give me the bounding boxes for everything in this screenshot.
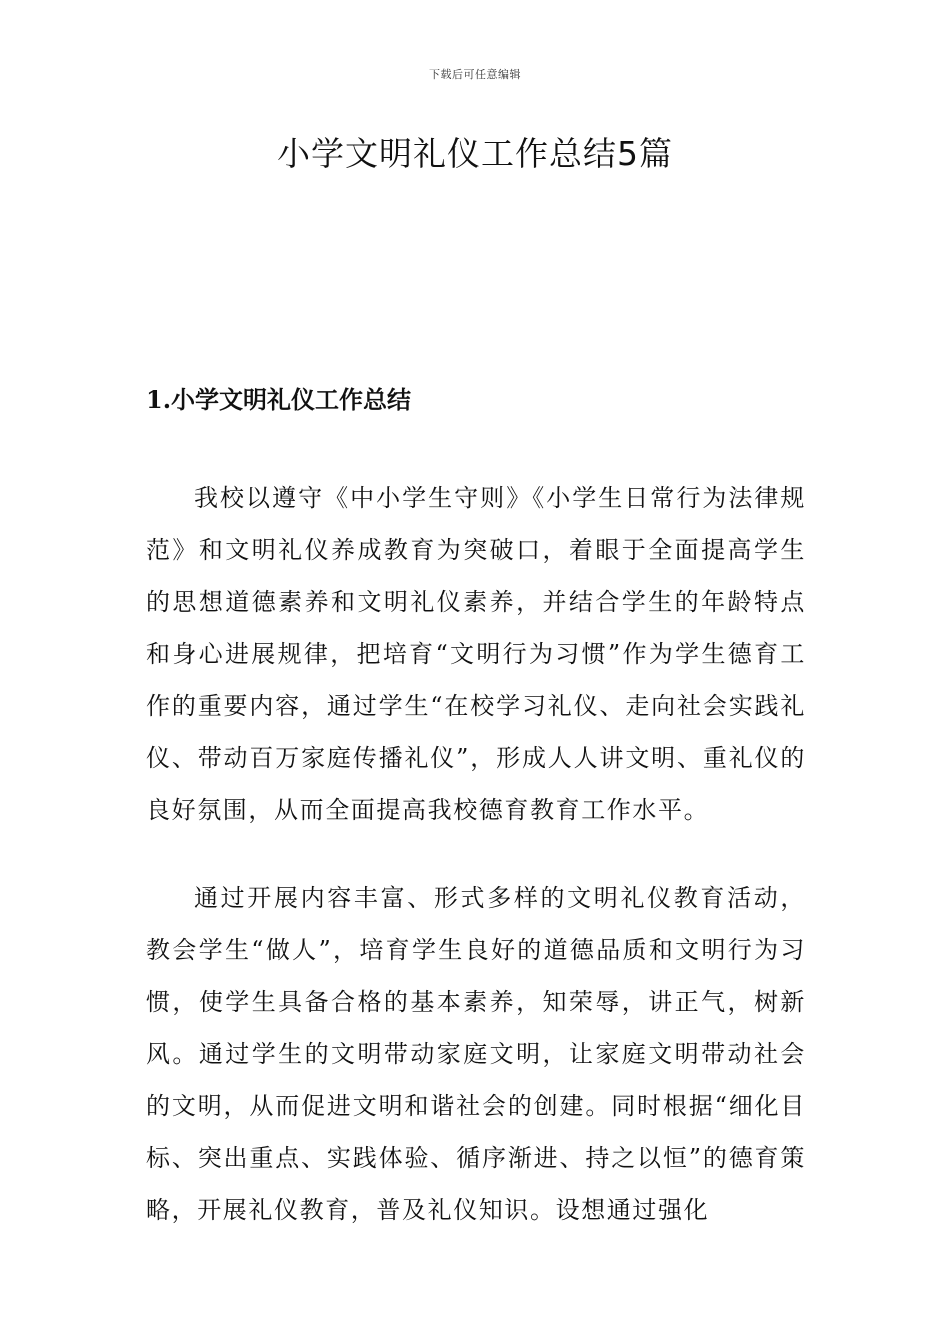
body-paragraph: 通过开展内容丰富、形式多样的文明礼仪教育活动，教会学生“做人”，培育学生良好的道德品质和文明行为习惯，使学生具备合格的基本素养，知荣辱，讲正气，树新风。通过学生的文明带动家庭文明，让家庭文明带动社会的文明，从而促进文明和谐社会的创建。同时根据“细化目标、突出重点、实践体验、循序渐进、持之以恒”的德育策略，开展礼仪教育，普及礼仪知识。设想通过强化 bbox=[146, 884, 806, 1224]
section-heading: 1.小学文明礼仪工作总结 bbox=[146, 385, 412, 414]
body-paragraph: 我校以遵守《中小学生守则》《小学生日常行为法律规范》和文明礼仪养成教育为突破口，着眼于全面提高学生的思想道德素养和文明礼仪素养，并结合学生的年龄特点和身心进展规律，把培育“文明行为习惯”作为学生德育工作的重要内容，通过学生“在校学习礼仪、走向社会实践礼仪、带动百万家庭传播礼仪”，形成人人讲文明、重礼仪的良好氛围，从而全面提高我校德育教育工作水平。 bbox=[146, 484, 806, 824]
header-note: 下载后可任意编辑 bbox=[429, 68, 521, 81]
document-title: 小学文明礼仪工作总结5篇 bbox=[277, 134, 673, 173]
